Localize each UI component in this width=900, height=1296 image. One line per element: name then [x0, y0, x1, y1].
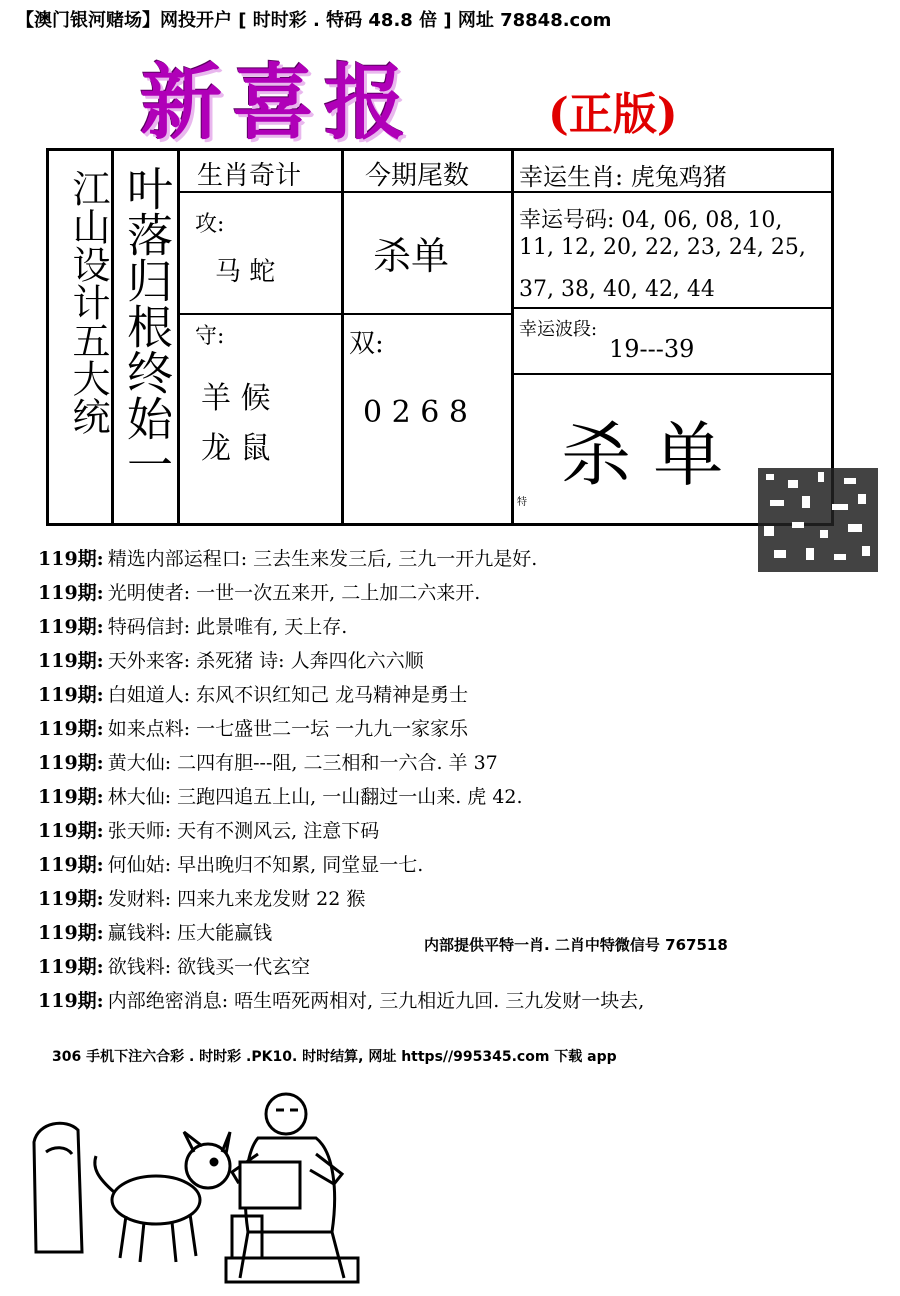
lucky-zodiac: 幸运生肖: 虎兔鸡猪: [519, 163, 727, 191]
list-item: 119期: 内部绝密消息: 唔生唔死两相对, 三九相近九回. 三九发财一块去,: [38, 989, 645, 1012]
list-item: 119期: 天外来客: 杀死猪 诗: 人奔四化六六顺: [38, 649, 424, 672]
list-item: 119期: 黄大仙: 二四有胆---阻, 二三相和一六合. 羊 37: [38, 751, 498, 774]
wave-values: 19---39: [609, 335, 695, 363]
list-item: 119期: 白姐道人: 东风不识红知己 龙马精神是勇士: [38, 683, 469, 706]
masthead-title: 新喜报: [140, 55, 417, 151]
cartoon-illustration: [26, 1082, 366, 1296]
list-item: 119期: 张天师: 天有不测风云, 注意下码: [38, 819, 380, 842]
footer-text: 306 手机下注六合彩 . 时时彩 .PK10. 时时结算, 网址 https//995345.com 下载 app: [52, 1049, 617, 1065]
list-item: 119期: 如来点料: 一七盛世二一坛 一九九一家家乐: [38, 717, 469, 740]
header-zodiac-plan: 生肖奇计: [197, 161, 302, 191]
list-item: 119期: 何仙姑: 早出晚归不知累, 同堂显一七.: [38, 853, 424, 876]
side-column-left: 江山设计五大统: [66, 169, 110, 435]
tiny-mark: 特: [517, 497, 527, 508]
kill-single-big: 杀 单: [561, 414, 724, 496]
lucky-numbers-line2: 11, 12, 20, 22, 23, 24, 25,: [519, 235, 806, 260]
list-item: 119期: 赢钱料: 压大能赢钱: [38, 921, 273, 944]
info-table: [46, 148, 834, 526]
defend-line1: 羊 候: [201, 381, 271, 416]
list-item: 119期: 发财料: 四来九来龙发财 22 猴: [38, 887, 366, 910]
list-item: 119期: 特码信封: 此景唯有, 天上存.: [38, 615, 348, 638]
list-item: 119期: 光明使者: 一世一次五来开, 二上加二六来开.: [38, 581, 481, 604]
defend-line2: 龙 鼠: [201, 431, 271, 466]
kill-single-small: 杀单: [373, 234, 450, 278]
side-note: 内部提供平特一肖. 二肖中特微信号 767518: [424, 936, 728, 954]
wave-label: 幸运波段:: [519, 319, 598, 340]
attack-label: 攻:: [195, 212, 225, 237]
defend-label: 守:: [195, 324, 225, 349]
double-label: 双:: [349, 329, 384, 359]
top-banner: 【澳门银河赌场】网投开户 [ 时时彩 . 特码 48.8 倍 ] 网址 78848.com: [16, 10, 612, 31]
list-item: 119期: 精选内部运程口: 三去生来发三后, 三九一开九是好.: [38, 547, 538, 570]
list-item: 119期: 林大仙: 三跑四追五上山, 一山翻过一山来. 虎 42.: [38, 785, 523, 808]
attack-values: 马 蛇: [215, 257, 276, 287]
side-column-right: 叶落归根终始一: [120, 165, 174, 487]
lucky-numbers-line3: 37, 38, 40, 42, 44: [519, 277, 715, 302]
edition-label: (正版): [548, 89, 678, 140]
double-values: 0 2 6 8: [363, 395, 468, 430]
header-tail-numbers: 今期尾数: [365, 161, 470, 191]
list-item: 119期: 欲钱料: 欲钱买一代玄空: [38, 955, 311, 978]
lucky-numbers-line1: 幸运号码: 04, 06, 08, 10,: [519, 208, 783, 233]
